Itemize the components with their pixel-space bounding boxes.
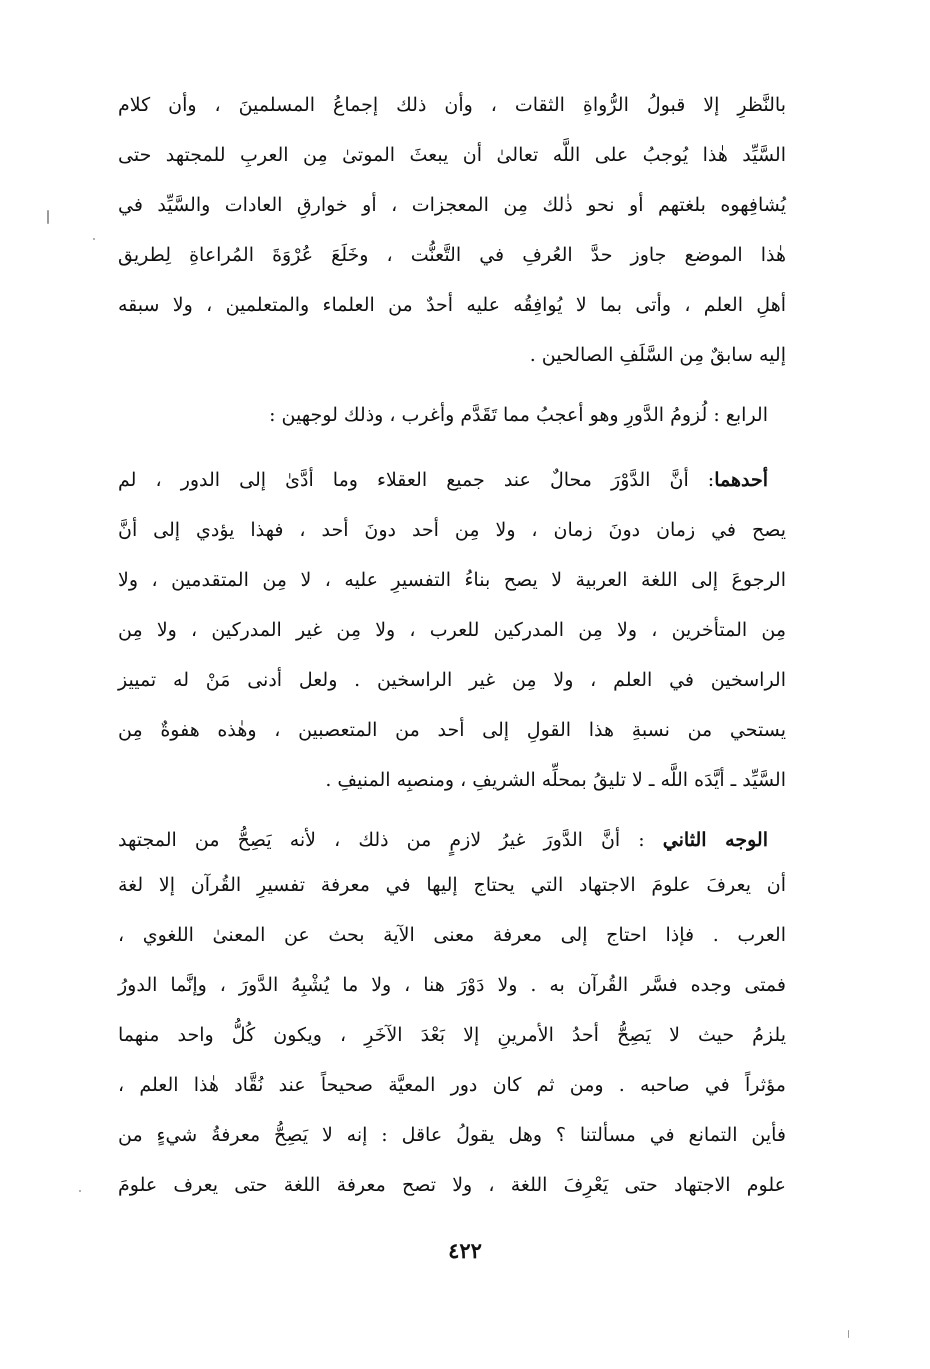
text-line: يصح في زمان دونَ زمان ، ولا مِن أحد دونَ أحد ، فهذا يؤدي إلى أنَّ	[118, 519, 786, 541]
first-line-text: : أنَّ الدَّورَ غيرُ لازمٍ من ذلك ، لأنه يَصِحُّ من المجتهد	[118, 829, 645, 851]
text-line: فمتى وجده فسَّر القُرآن به . ولا دَوْرَ هنا ، ولا ما يُشْبِهُ الدَّورَ ، وإنَّما الدورُ	[118, 974, 786, 996]
text-line: أهلِ العلم ، وأتى بما لا يُوافِقُه عليه أحدٌ من العلماء والمتعلمين ، ولا سبقه	[118, 294, 786, 316]
text-line: علوم الاجتهاد حتى يَعْرِفَ اللغة ، ولا تصح معرفة اللغة حتى يعرف علومَ	[118, 1174, 786, 1196]
text-line: الرجوعَ إلى اللغة العربية لا يصح بناءُ التفسيرِ عليه ، لا مِن المتقدمين ، ولا	[118, 569, 786, 591]
text-line: أن يعرفَ علومَ الاجتهاد التي يحتاج إليها في معرفة تفسيرِ القُرآن إلا لغة	[118, 874, 786, 896]
first-line-text: : أنَّ الدَّوْرَ محالٌ عند جميع العقلاء وما أدَّىٰ إلى الدور ، لم	[118, 469, 715, 491]
paragraph-first-line	[118, 465, 768, 495]
paragraph-lead: الوجه الثاني	[662, 829, 768, 851]
page-number: ٤٢٢	[448, 1238, 482, 1263]
text-line: يستحي من نسبةِ هذا القولِ إلى أحد من المتعصبين ، وهٰذه هفوةٌ مِن	[118, 719, 786, 741]
text-line: مِن المتأخرين ، ولا مِن المدركين للعرب ، ولا مِن غير المدركين ، ولا مِن	[118, 619, 786, 641]
text-line: يلزمُ حيث لا يَصِحُّ أحدُ الأمرينِ إلا بَعْدَ الآخَرِ ، ويكون كُلُّ واحد منهما	[118, 1024, 786, 1046]
text-line: هٰذا الموضع جاوز حدَّ العُرفِ في التَّعنُّت ، وخَلَعَ عُرْوَةَ المُراعاةِ لِطريق	[118, 244, 786, 266]
text-line: إليه سابقٌ مِن السَّلَفِ الصالحين .	[529, 344, 786, 366]
text-line: بالنَّظرِ إلا قبولُ الرُّواةِ الثقات ، وأن ذلك إجماعُ المسلمينَ ، وأن كلام	[118, 94, 786, 116]
text-line: الراسخين في العلم ، ولا مِن غير الراسخين . ولعل أدنى مَنْ له تمييز	[118, 669, 786, 691]
text-line: فأين التمانع في مسألتنا ؟ وهل يقولُ عاقل : إنه لا يَصِحُّ معرفةُ شيءٍ من	[118, 1124, 786, 1146]
paragraph-lead: أحدهما	[714, 469, 768, 491]
text-line: مؤثراً في صاحبه . ومن ثم كان دور المعيَّة صحيحاً عند نُقَّاد هٰذا العلم ،	[118, 1074, 786, 1096]
text-line: الرابع : لُزومُ الدَّورِ وهو أعجبُ مما تَقَدَّم وأغرب ، وذلك لوجهين :	[269, 404, 768, 426]
scan-speck	[79, 1190, 81, 1192]
text-line: العرب . فإذا احتاج إلى معرفة معنى الآية بحث عن المعنىٰ اللغوي ،	[118, 924, 786, 946]
text-line: السَّيِّد هٰذا يُوجبُ على اللَّه تعالىٰ أن يبعثَ الموتىٰ مِن العربِ للمجتهد حتى	[118, 144, 786, 166]
scan-speck	[47, 210, 49, 224]
paragraph-first-line	[118, 825, 768, 855]
text-line: السَّيِّد ـ أيَّدَه اللَّه ـ لا تليقُ بمحلِّه الشريفِ ، ومنصبِه المنيفِ .	[325, 769, 786, 791]
scan-speck	[848, 1330, 849, 1338]
text-line: يُشافِهوه بلغتهم أو نحو ذٰلك مِن المعجزات ، أو خوارقِ العادات والسَّيِّد في	[118, 194, 786, 216]
scan-speck	[93, 238, 95, 240]
